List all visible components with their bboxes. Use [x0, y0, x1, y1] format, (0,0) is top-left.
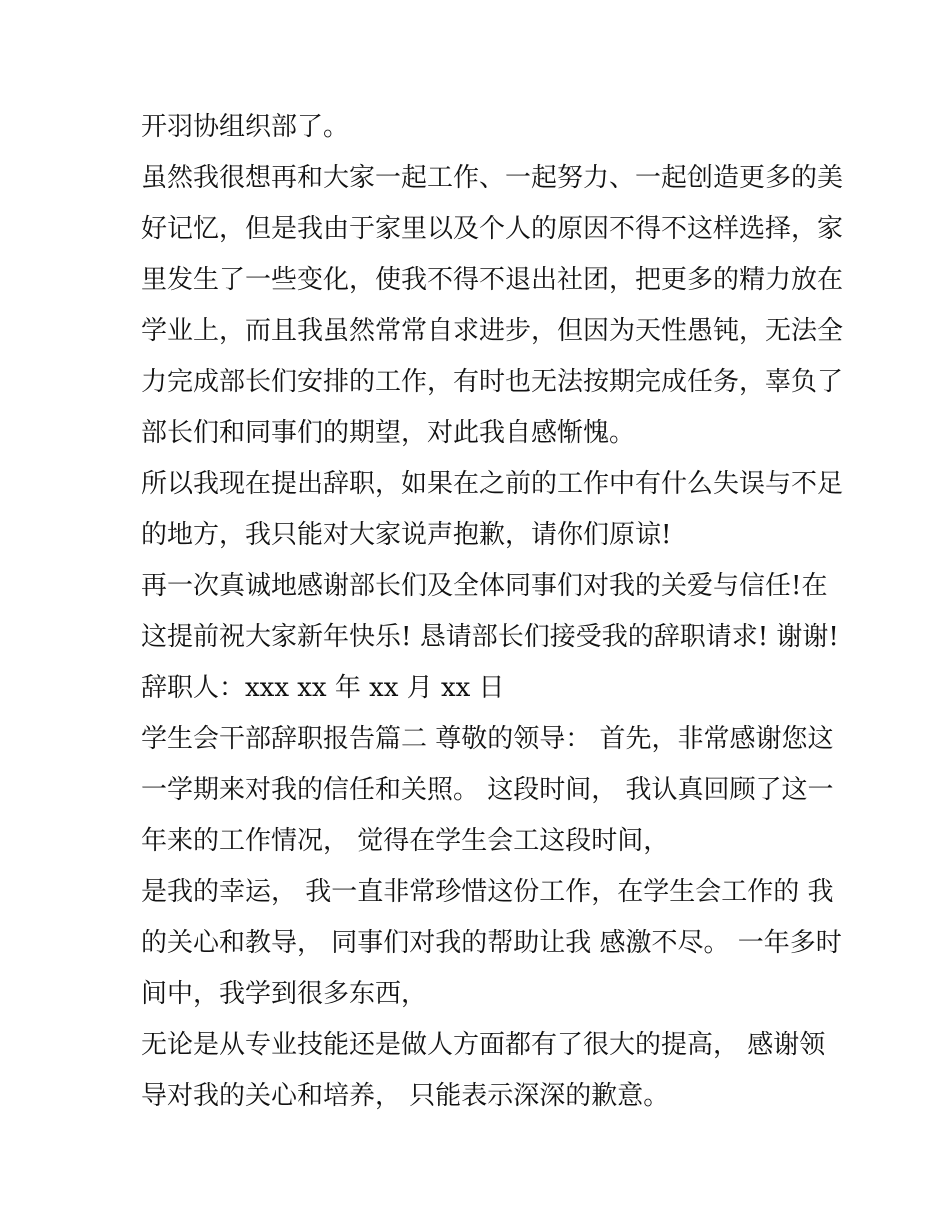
text-line: 辞职人：xxx xx 年 xx 月 xx 日 — [141, 673, 505, 703]
text-line: 一学期来对我的信任和关照。 这段时间， 我认真回顾了这一 — [141, 775, 834, 805]
text-line: 学业上，而且我虽然常常自求进步，但因为天性愚钝，无法全 — [141, 316, 844, 346]
text-line: 虽然我很想再和大家一起工作、一起努力、一起创造更多的美 — [141, 163, 844, 193]
text-line: 学生会干部辞职报告篇二 尊敬的领导： 首先，非常感谢您这 — [141, 724, 834, 754]
text-line: 里发生了一些变化，使我不得不退出社团，把更多的精力放在 — [141, 265, 844, 295]
text-line: 这提前祝大家新年快乐! 恳请部长们接受我的辞职请求! 谢谢! — [141, 622, 839, 652]
text-line: 部长们和同事们的期望，对此我自感惭愧。 — [141, 418, 636, 448]
text-line: 开羽协组织部了。 — [141, 112, 350, 142]
text-line: 导对我的关心和培养， 只能表示深深的歉意。 — [141, 1081, 670, 1111]
text-line: 间中，我学到很多东西， — [141, 979, 428, 1009]
text-line: 是我的幸运， 我一直非常珍惜这份工作，在学生会工作的 我 — [141, 877, 834, 907]
text-line: 的关心和教导， 同事们对我的帮助让我 感激不尽。 一年多时 — [141, 928, 842, 958]
text-line: 力完成部长们安排的工作，有时也无法按期完成任务，辜负了 — [141, 367, 844, 397]
text-line: 的地方，我只能对大家说声抱歉，请你们原谅! — [141, 520, 672, 550]
text-line: 年来的工作情况， 觉得在学生会工这段时间， — [141, 826, 670, 856]
text-line: 好记忆，但是我由于家里以及个人的原因不得不这样选择，家 — [141, 214, 844, 244]
text-line: 所以我现在提出辞职，如果在之前的工作中有什么失误与不足 — [141, 469, 844, 499]
text-line: 无论是从专业技能还是做人方面都有了很大的提高， 感谢领 — [141, 1030, 826, 1060]
text-line: 再一次真诚地感谢部长们及全体同事们对我的关爱与信任!在 — [141, 571, 828, 601]
